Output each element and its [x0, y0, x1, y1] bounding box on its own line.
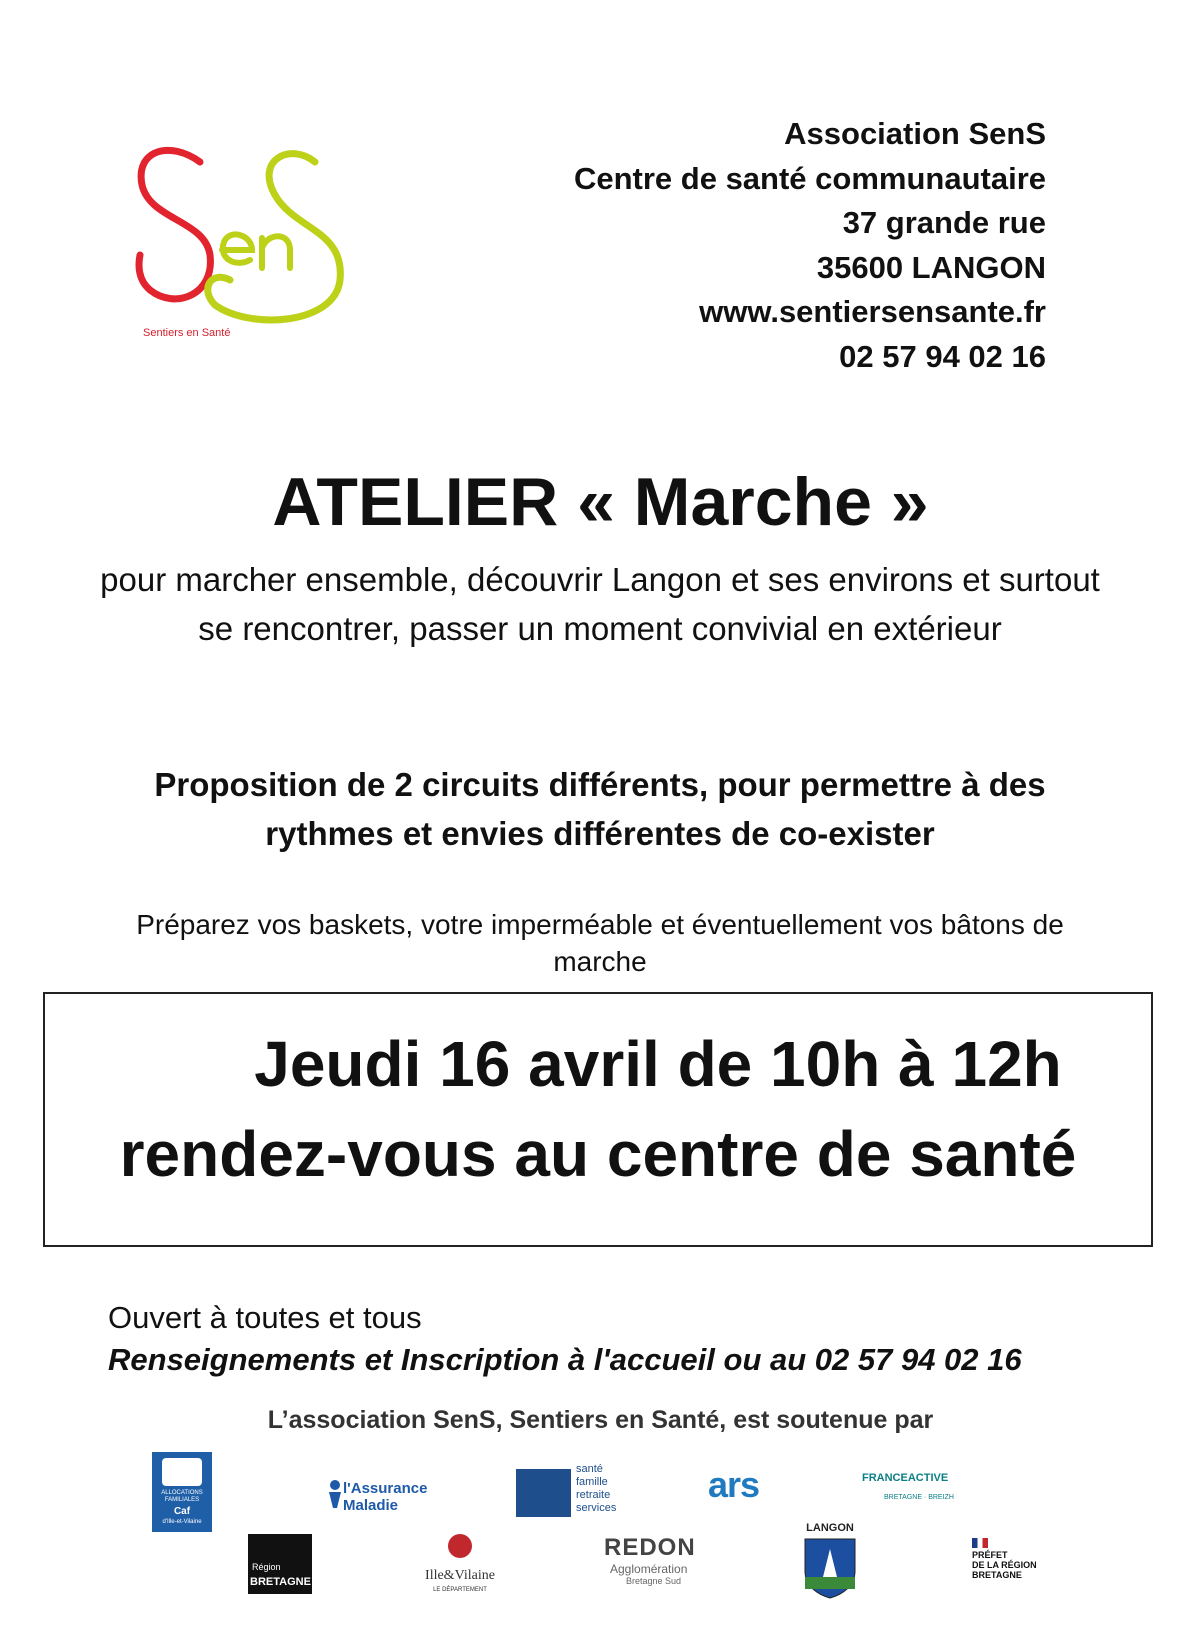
caf-text-1: ALLOCATIONS — [161, 1490, 203, 1496]
caf-text-4: d'Ille-et-Vilaine — [162, 1519, 202, 1525]
event-box — [43, 992, 1153, 1247]
prefet-text-3: BRETAGNE — [972, 1570, 1022, 1580]
msa-icon — [516, 1469, 571, 1517]
redon-text-3: Bretagne Sud — [626, 1576, 682, 1586]
ille-vilaine-text-1: Ille&Vilaine — [425, 1568, 495, 1583]
street-address: 37 grande rue — [842, 205, 1046, 240]
page-title: ATELIER « Marche » — [272, 464, 929, 540]
event-date: Jeudi 16 avril de 10h à 12h — [254, 1028, 1062, 1100]
region-text-2: BRETAGNE — [250, 1576, 311, 1588]
langon-shield-icon — [803, 1537, 857, 1599]
caf-text-2: FAMILIALES — [164, 1497, 200, 1503]
support-line: L’association SenS, Sentiers en Santé, est soutenue par — [267, 1406, 934, 1434]
assurance-figure-icon — [325, 1478, 345, 1508]
phone-number: 02 57 94 02 16 — [839, 338, 1046, 374]
prefet-text-2: DE LA RÉGION — [972, 1560, 1037, 1570]
marianne-icon — [972, 1538, 988, 1548]
association-name: Association SenS — [784, 116, 1046, 151]
caf-logo — [152, 1452, 212, 1532]
event-meeting: rendez-vous au centre de santé — [119, 1118, 1077, 1190]
info-text: Renseignements et Inscription à l'accueil ou au 02 57 94 02 16 — [108, 1342, 1022, 1377]
france-active-text-1: FRANCEACTIVE — [862, 1472, 949, 1484]
website-link[interactable]: www.sentiersensante.fr — [699, 294, 1046, 329]
proposal-text: Proposition de 2 circuits différents, pour permettre à des rythmes et envies différentes de co-exister — [154, 766, 1046, 852]
center-name: Centre de santé communautaire — [573, 160, 1046, 196]
region-bretagne-logo — [248, 1534, 312, 1594]
postal-city: 35600 LANGON — [816, 249, 1046, 285]
redon-text-2: Agglomération — [610, 1562, 688, 1576]
prefet-logo — [972, 1538, 1062, 1600]
contact-block — [574, 112, 1046, 379]
sens-logo-icon — [130, 140, 370, 350]
msa-logo — [516, 1463, 636, 1523]
intro-text: pour marcher ensemble, découvrir Langon et ses environs et surtout se rencontrer, passer un moment convivial en extérieur — [100, 561, 1100, 647]
redon-agglo-logo — [604, 1534, 714, 1594]
assurance-text-1: l'Assurance — [343, 1480, 428, 1497]
region-text-1: Région — [252, 1562, 281, 1572]
ille-vilaine-text-2: LE DÉPARTEMENT — [433, 1587, 487, 1593]
ars-logo — [708, 1464, 788, 1514]
caf-text-3: Caf — [173, 1506, 191, 1517]
france-active-text-2: BRETAGNE · BREIZH — [884, 1494, 954, 1501]
france-active-logo — [862, 1472, 982, 1512]
msa-text-3: retraite — [576, 1489, 611, 1501]
assurance-text-2: Maladie — [343, 1497, 399, 1514]
ille-vilaine-logo — [410, 1534, 510, 1598]
open-to-text: Ouvert à toutes et tous — [108, 1300, 422, 1335]
sens-logo — [130, 140, 370, 350]
msa-text-1: santé — [576, 1463, 603, 1475]
caf-tree-icon — [162, 1458, 202, 1486]
redon-text-1: REDON — [604, 1534, 696, 1561]
msa-text-4: services — [576, 1502, 617, 1514]
assurance-maladie-logo — [325, 1468, 445, 1518]
ars-text: ars — [708, 1464, 760, 1505]
ille-vilaine-icon — [448, 1534, 472, 1558]
prepare-text: Préparez vos baskets, votre imperméable et éventuellement vos bâtons de marche — [136, 909, 1064, 977]
langon-text: LANGON — [806, 1522, 854, 1534]
logo-caption: Sentiers en Santé — [143, 327, 231, 339]
langon-logo — [800, 1522, 860, 1602]
prefet-text-1: PRÉFET — [972, 1550, 1008, 1560]
msa-text-2: famille — [576, 1476, 608, 1488]
